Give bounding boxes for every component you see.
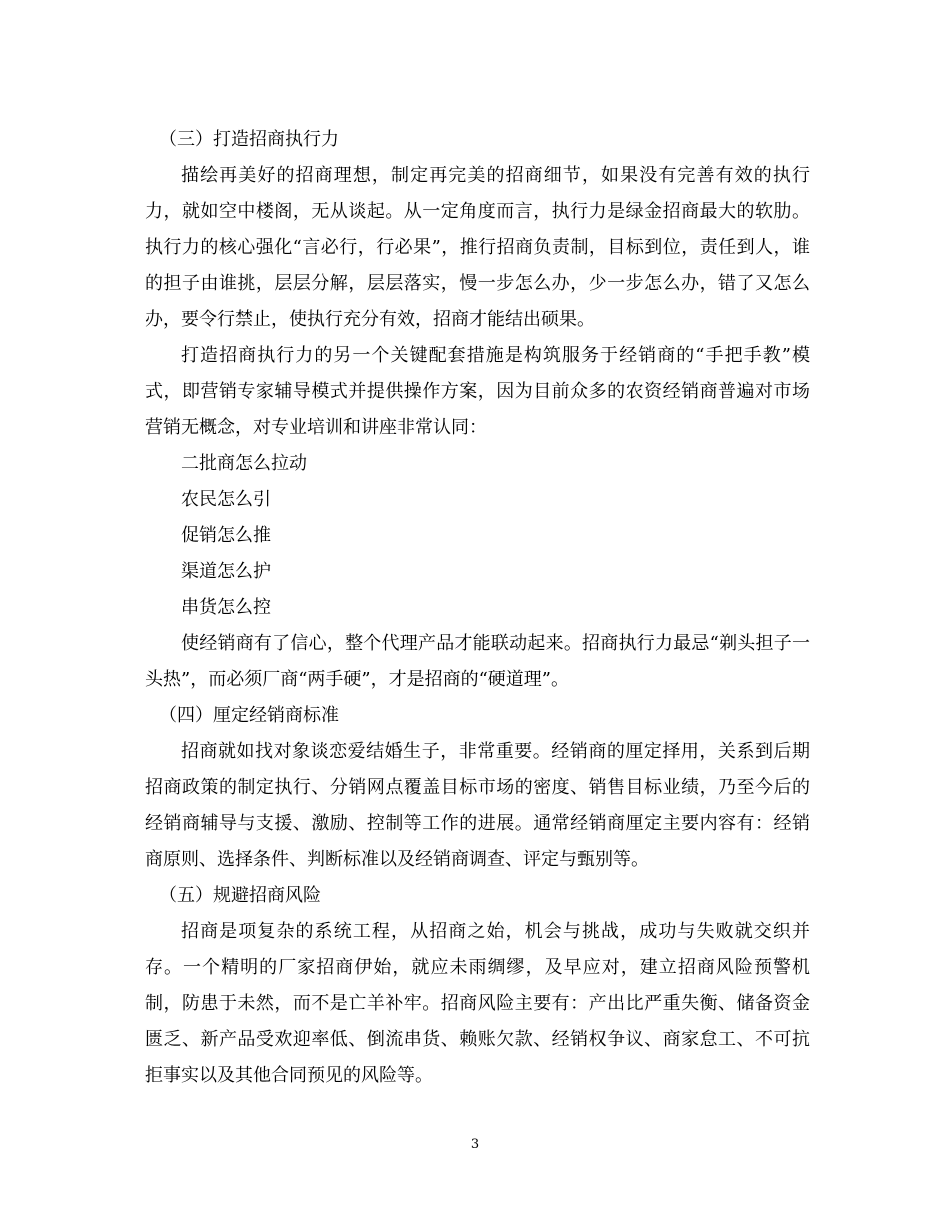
section-heading-3: （三）打造招商执行力 [159, 129, 339, 150]
list-item: 促销怎么推 [181, 525, 271, 546]
paragraph-dealer-standard: 招商就如找对象谈恋爱结婚生子，非常重要。经销商的厘定择用，关系到后期招商政策的制定执行、分销网点覆盖目标市场的密度、销售目标业绩，乃至今后的经销商辅导与支援、激励、控制等工作的进展。通常经销商厘定主要内容有：经销商原则、选择条件、判断标准以及经销商调查、评定与甄别等。 [145, 741, 810, 870]
paragraph-risk: 招商是项复杂的系统工程，从招商之始，机会与挑战，成功与失败就交织并存。一个精明的厂家招商伊始，就应未雨绸缪，及早应对，建立招商风险预警机制，防患于未然，而不是亡羊补牢。招商风险主要有：产出比严重失衡、储备资金匮乏、新产品受欢迎率低、倒流串货、赖账欠款、经销权争议、商家怠工、不可抗拒事实以及其他合同预见的风险等。 [145, 921, 810, 1086]
paragraph-confidence: 使经销商有了信心，整个代理产品才能联动起来。招商执行力最忌“剃头担子一头热”，而必须厂商“两手硬”，才是招商的“硬道理”。 [145, 633, 810, 690]
section-heading-5: （五）规避招商风险 [159, 885, 321, 906]
document-body [145, 122, 810, 1094]
section-heading-4: （四）厘定经销商标准 [159, 705, 339, 726]
paragraph-execution: 描绘再美好的招商理想，制定再完美的招商细节，如果没有完善有效的执行力，就如空中楼阁，无从谈起。从一定角度而言，执行力是绿金招商最大的软肋。执行力的核心强化“言必行，行必果”，推行招商负责制，目标到位，责任到人，谁的担子由谁挑，层层分解，层层落实，慢一步怎么办，少一步怎么办，错了又怎么办，要令行禁止，使执行充分有效，招商才能结出硕果。 [145, 165, 810, 330]
list-item: 渠道怎么护 [181, 561, 271, 582]
page-number: 3 [470, 1137, 480, 1152]
list-item: 农民怎么引 [181, 489, 271, 510]
paragraph-hand-in-hand: 打造招商执行力的另一个关键配套措施是构筑服务于经销商的“手把手教”模式，即营销专家辅导模式并提供操作方案，因为目前众多的农资经销商普遍对市场营销无概念，对专业培训和讲座非常认同： [145, 345, 810, 438]
list-item: 二批商怎么拉动 [181, 453, 307, 474]
list-item: 串货怎么控 [181, 597, 271, 618]
